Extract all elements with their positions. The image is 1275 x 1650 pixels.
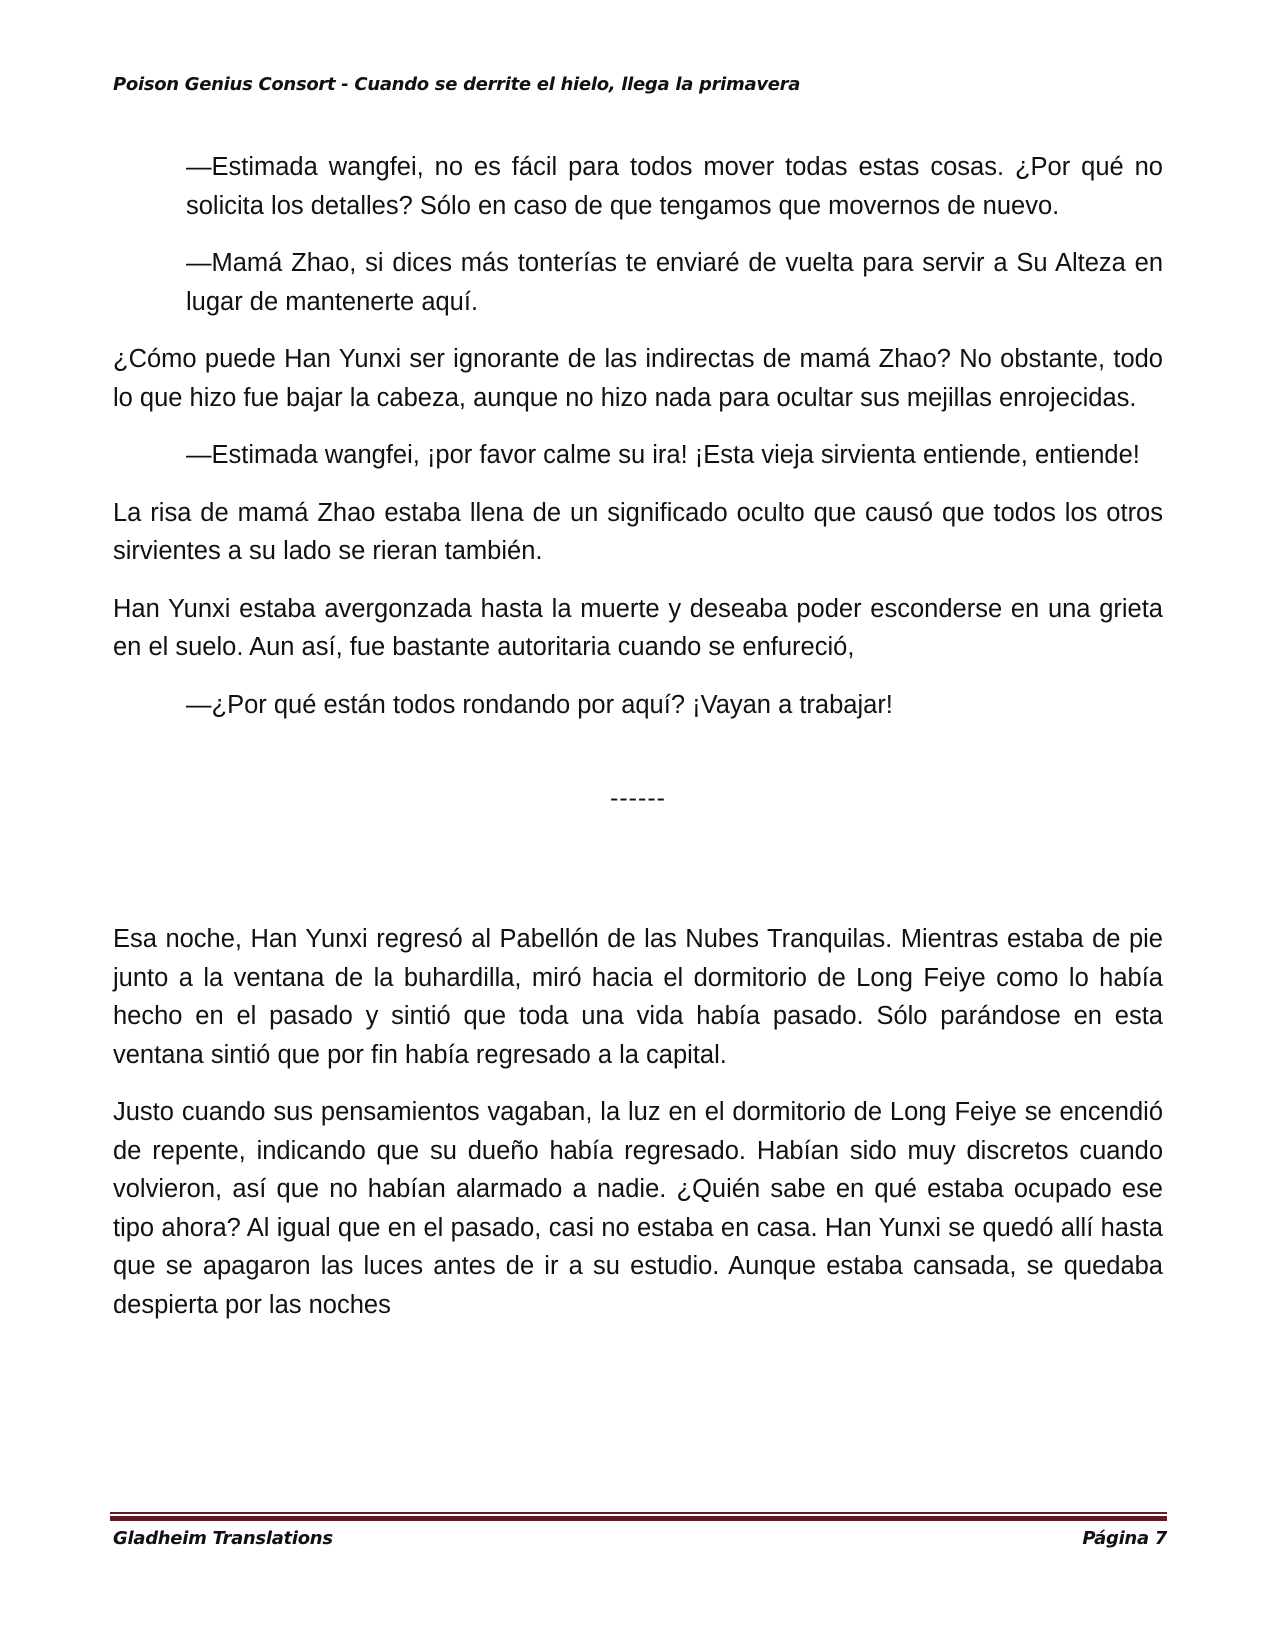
- dialogue-paragraph: —¿Por qué están todos rondando por aquí? ¡Vayan a trabajar!: [186, 690, 893, 719]
- narrative-paragraph: La risa de mamá Zhao estaba llena de un significado oculto que causó que todos los otros sirvientes a su lado se rieran también.: [113, 498, 1163, 565]
- footer-divider-thick-line: [110, 1516, 1167, 1521]
- page-header-title: Poison Genius Consort - Cuando se derrite el hielo, llega la primavera: [113, 74, 801, 95]
- page-body: [113, 148, 1163, 1343]
- narrative-paragraph: ¿Cómo puede Han Yunxi ser ignorante de las indirectas de mamá Zhao? No obstante, todo lo que hizo fue bajar la cabeza, aunque no hizo nada para ocultar sus mejillas enrojecidas.: [113, 345, 1163, 412]
- dialogue-paragraph: —Mamá Zhao, si dices más tonterías te enviaré de vuelta para servir a Su Alteza en lugar de mantenerte aquí.: [186, 249, 1163, 316]
- footer-divider-thin-line: [110, 1512, 1167, 1514]
- scene-separator: ------: [610, 784, 666, 812]
- narrative-paragraph: Han Yunxi estaba avergonzada hasta la muerte y deseaba poder esconderse en una grieta en el suelo. Aun así, fue bastante autoritaria cuando se enfureció,: [113, 594, 1163, 661]
- dialogue-paragraph: —Estimada wangfei, no es fácil para todos mover todas estas cosas. ¿Por qué no solicita los detalles? Sólo en caso de que tengamos que movernos de nuevo.: [186, 153, 1163, 220]
- narrative-paragraph: Esa noche, Han Yunxi regresó al Pabellón de las Nubes Tranquilas. Mientras estaba de pie junto a la ventana de la buhardilla, miró hacia el dormitorio de Long Feiye como lo había hecho en el pasado y sintió que toda una vida había pasado. Sólo parándose en esta ventana sintió que por fin había regresado a la capital.: [113, 925, 1163, 1069]
- footer-translator-credit: Gladheim Translations: [113, 1528, 333, 1549]
- footer-divider: [110, 1512, 1167, 1522]
- footer-page-number: Página 7: [1082, 1528, 1167, 1549]
- dialogue-paragraph: —Estimada wangfei, ¡por favor calme su ira! ¡Esta vieja sirvienta entiende, entiende!: [186, 441, 1140, 469]
- narrative-paragraph: Justo cuando sus pensamientos vagaban, la luz en el dormitorio de Long Feiye se encendió de repente, indicando que su dueño había regresado. Habían sido muy discretos cuando volvieron, así que no habían alarmado a nadie. ¿Quién sabe en qué estaba ocupado ese tipo ahora? Al igual que en el pasado, casi no estaba en casa. Han Yunxi se quedó allí hasta que se apagaron las luces antes de ir a su estudio. Aunque estaba cansada, se quedaba despierta por las noches: [113, 1098, 1163, 1319]
